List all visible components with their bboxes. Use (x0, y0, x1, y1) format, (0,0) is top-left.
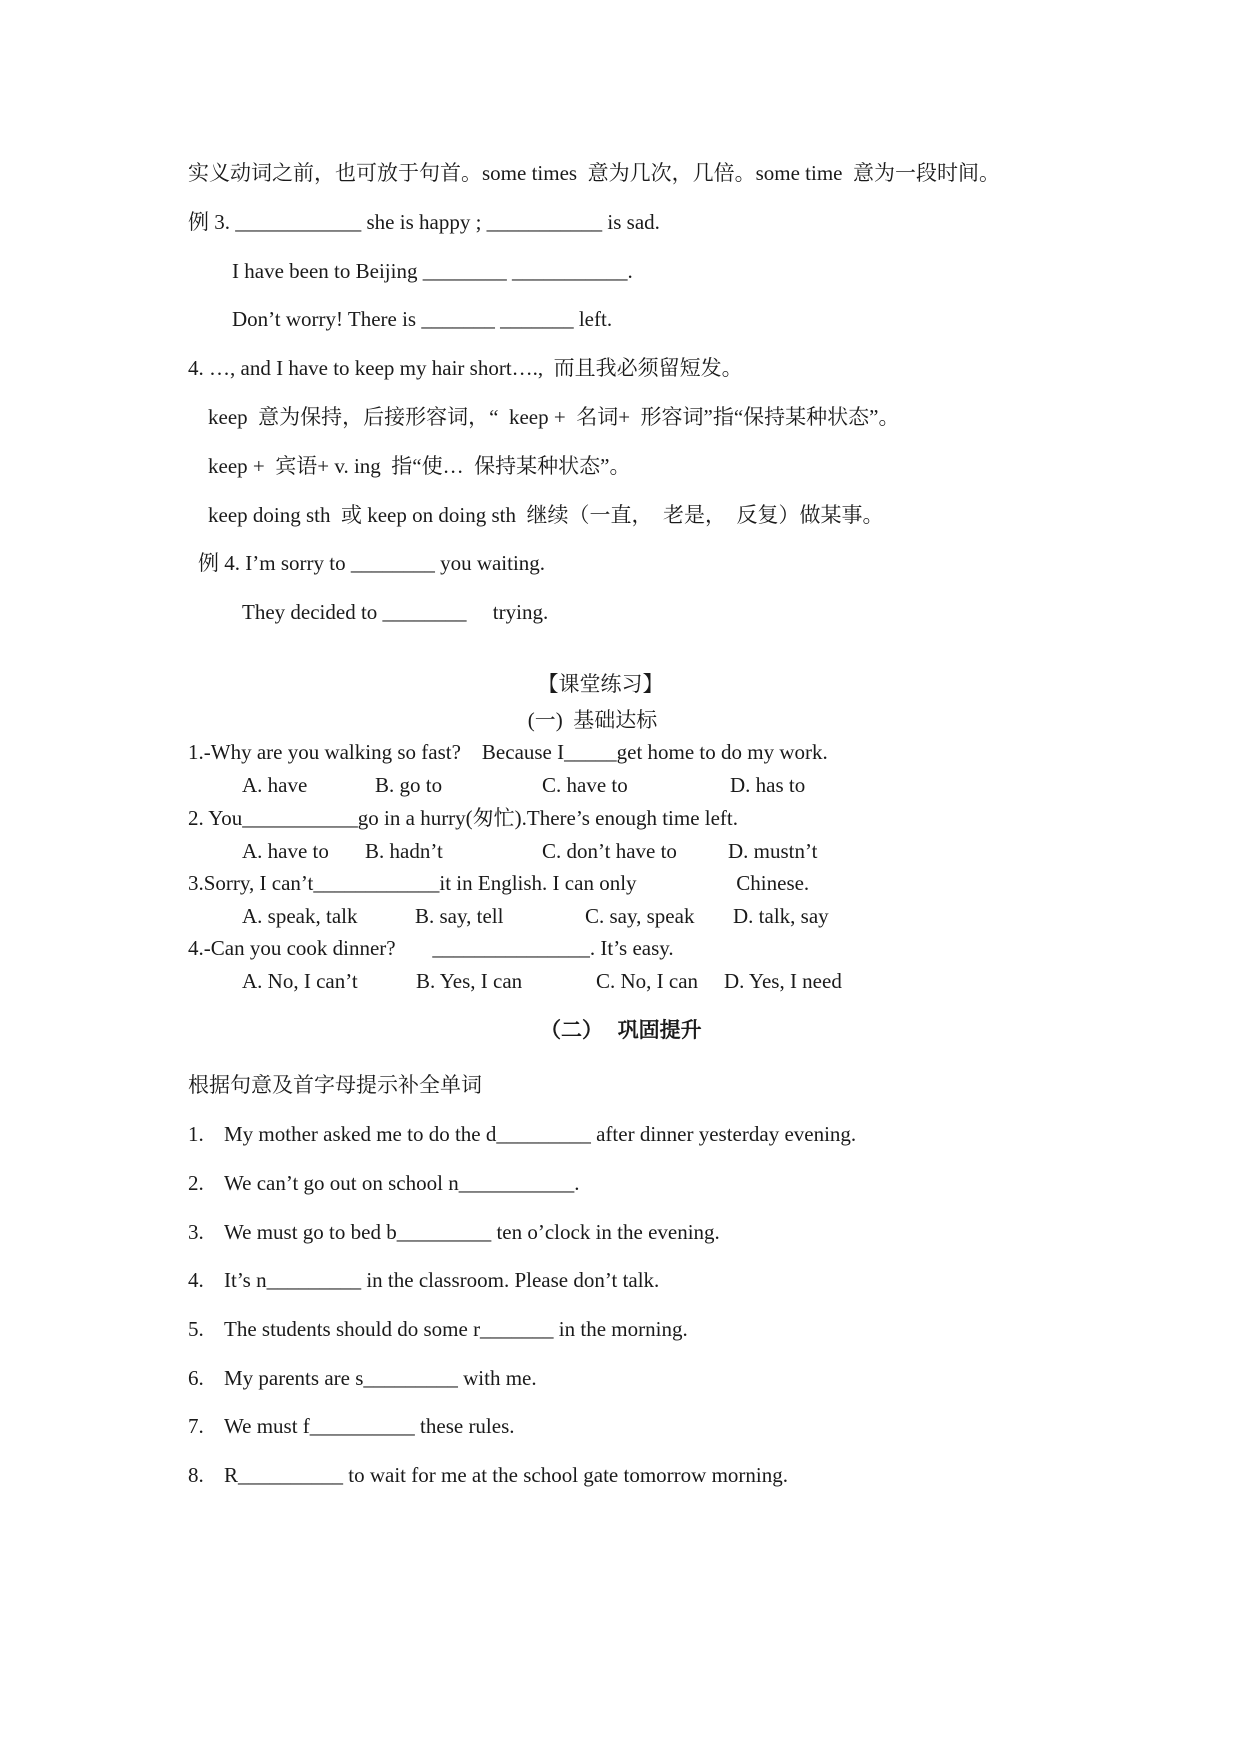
item-text: We must go to bed b_________ ten o’clock in the evening. (224, 1220, 720, 1244)
practice-heading: 【课堂练习】 (537, 672, 664, 696)
option-d: D. Yes, I need (724, 969, 842, 993)
item-number: 1. (188, 1122, 204, 1146)
item-number: 4. (188, 1268, 204, 1292)
item-text: My parents are s_________ with me. (224, 1366, 537, 1390)
item-text: We must f__________ these rules. (224, 1414, 515, 1438)
example-4-line-a: 例 4. I’m sorry to ________ you waiting. (198, 551, 546, 575)
keep-rule-1: keep 意为保持，后接形容词，“ keep + 名词+ 形容词”指“保持某种状态”。 (208, 405, 900, 429)
option-c: C. have to (542, 773, 628, 797)
question-stem: 4.-Can you cook dinner? _______________. It’s easy. (188, 936, 674, 960)
example-3-line-c: Don’t worry! There is _______ _______ left. (232, 307, 613, 331)
option-d: D. mustn’t (728, 839, 818, 863)
item-text: My mother asked me to do the d_________ after dinner yesterday evening. (224, 1122, 857, 1146)
option-b: B. say, tell (415, 904, 504, 928)
option-c: C. No, I can (596, 969, 699, 993)
option-c: C. say, speak (585, 904, 695, 928)
example-3-line-b: I have been to Beijing ________ ___________. (232, 259, 633, 283)
item-number: 8. (188, 1463, 204, 1487)
option-c: C. don’t have to (542, 839, 677, 863)
fill-item (188, 1124, 856, 1145)
example-4-line-b: They decided to ________ trying. (242, 600, 549, 624)
item-text: The students should do some r_______ in the morning. (224, 1317, 688, 1341)
item-text: We can’t go out on school n___________. (224, 1171, 580, 1195)
item-number: 3. (188, 1220, 204, 1244)
fill-item (188, 1270, 659, 1291)
fill-item (188, 1222, 720, 1243)
option-a: A. No, I can’t (242, 969, 358, 993)
option-b: B. Yes, I can (416, 969, 523, 993)
fill-item (188, 1319, 688, 1340)
option-d: D. has to (730, 773, 806, 797)
example-3-line-a: 例 3. ____________ she is happy ; ___________ is sad. (188, 210, 660, 234)
item-number: 2. (188, 1171, 204, 1195)
section-2-title: （二） 巩固提升 (540, 1018, 702, 1042)
fill-item (188, 1465, 788, 1486)
fill-item (188, 1173, 579, 1194)
option-b: B. go to (375, 773, 443, 797)
item-text: It’s n_________ in the classroom. Please don’t talk. (224, 1268, 660, 1292)
item-text: R__________ to wait for me at the school gate tomorrow morning. (224, 1463, 788, 1487)
grammar-point-4: 4. …, and I have to keep my hair short…., 而且我必须留短发。 (188, 356, 743, 380)
option-d: D. talk, say (733, 904, 829, 928)
item-number: 7. (188, 1414, 204, 1438)
fill-item (188, 1368, 537, 1389)
option-b: B. hadn’t (365, 839, 443, 863)
question-stem: 3.Sorry, I can’t____________it in English. I can only Chinese. (188, 871, 810, 895)
option-a: A. speak, talk (242, 904, 358, 928)
item-number: 5. (188, 1317, 204, 1341)
keep-rule-3: keep doing sth 或 keep on doing sth 继续（一直， 老是， 反复）做某事。 (208, 503, 884, 527)
keep-rule-2: keep + 宾语+ v. ing 指“使… 保持某种状态”。 (208, 454, 631, 478)
section-1-title: (一) 基础达标 (527, 708, 658, 732)
fill-item (188, 1416, 515, 1437)
note-line-1: 实义动词之前，也可放于句首。some times 意为几次，几倍。some time 意为一段时间。 (188, 161, 1000, 185)
question-stem: 2. You___________go in a hurry(匆忙).There’s enough time left. (188, 806, 739, 830)
question-stem: 1.-Why are you walking so fast? Because I_____get home to do my work. (188, 740, 828, 764)
fill-instruction: 根据句意及首字母提示补全单词 (188, 1073, 482, 1097)
option-a: A. have to (242, 839, 329, 863)
option-a: A. have (242, 773, 308, 797)
item-number: 6. (188, 1366, 204, 1390)
